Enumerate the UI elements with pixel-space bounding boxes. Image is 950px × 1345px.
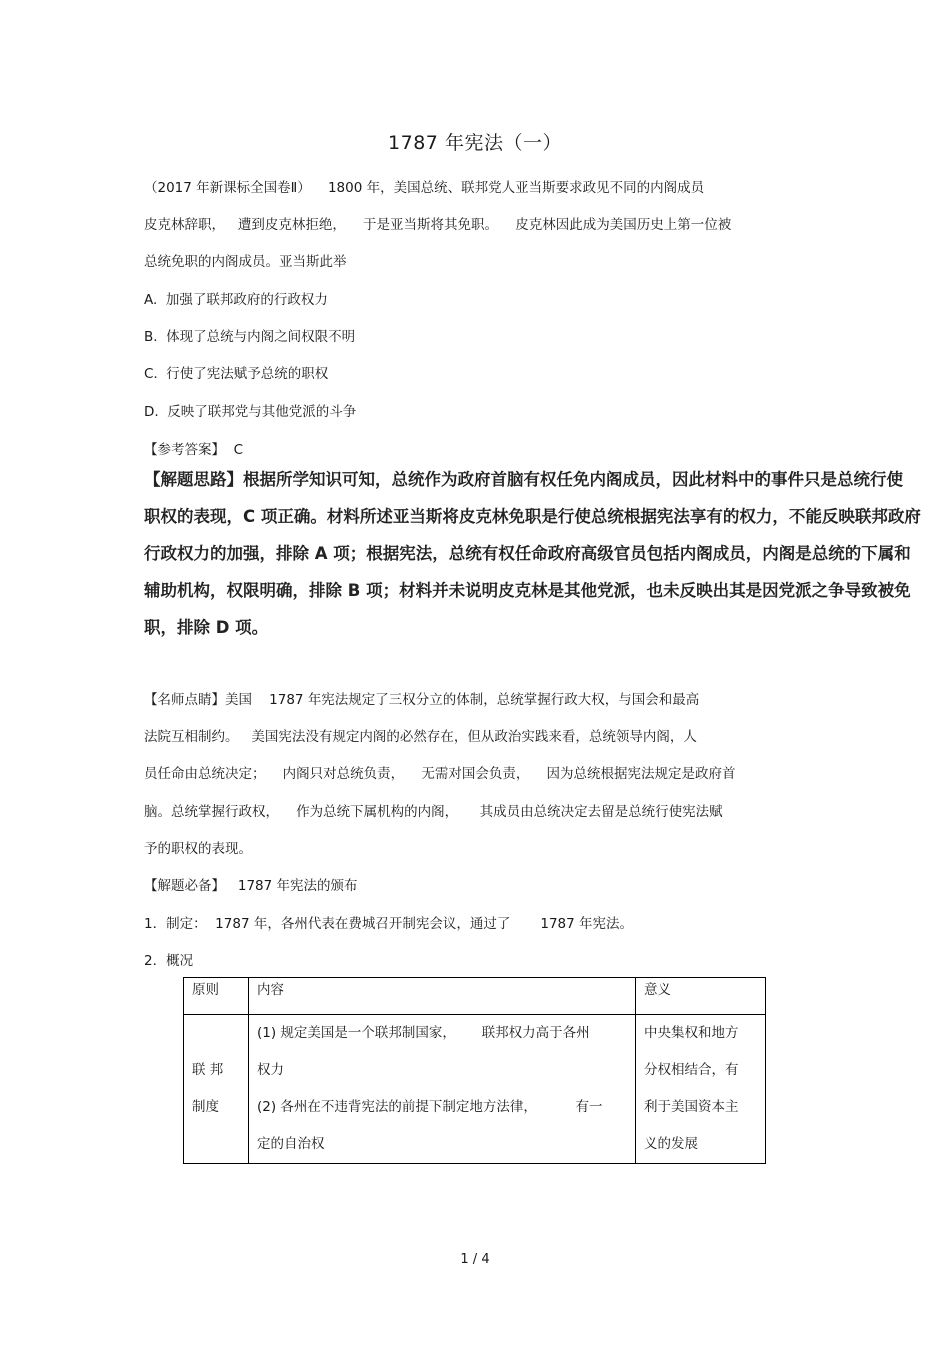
option-d: D. 反映了联邦党与其他党派的斗争 [144, 404, 357, 420]
question-line: （2017 年新课标全国卷Ⅱ） 1800 年，美国总统、联邦党人亚当斯要求政见不同的内阁成员 [144, 180, 705, 196]
analysis-block [144, 461, 929, 646]
meaning-line: 义的发展 [644, 1136, 698, 1152]
essentials-item-2: 2．概况 [144, 953, 194, 969]
header-meaning: 意义 [636, 978, 766, 1015]
tips-line: 予的职权的表现。 [144, 841, 252, 857]
principle-line: 制度 [192, 1099, 219, 1115]
page-number: 1 / 4 [460, 1252, 490, 1267]
cell-content [249, 1015, 636, 1164]
cell-principle [184, 1015, 249, 1164]
tips-line: 【名师点睛】美国 1787 年宪法规定了三权分立的体制，总统掌握行政大权，与国会和最高 [144, 692, 700, 708]
meaning-line: 分权相结合，有 [644, 1062, 739, 1078]
question-line: 皮克林辞职， 遭到皮克林拒绝， 于是亚当斯将其免职。 皮克林因此成为美国历史上第一位被 [144, 217, 732, 233]
analysis-line: 【解题思路】根据所学知识可知，总统作为政府首脑有权任免内阁成员，因此材料中的事件只是总统行使 [144, 470, 903, 489]
cell-meaning [636, 1015, 766, 1164]
option-c: C. 行使了宪法赋予总统的职权 [144, 366, 329, 382]
tips-line: 法院互相制约。 美国宪法没有规定内阁的必然存在，但从政治实践来看，总统领导内阁，人 [144, 729, 697, 745]
content-line: (2) 各州在不违背宪法的前提下制定地方法律， 有一 [257, 1099, 603, 1115]
option-b: B. 体现了总统与内阁之间权限不明 [144, 329, 356, 345]
page-title: 1787 年宪法（一） [388, 132, 562, 154]
principle-line: 联 邦 [192, 1062, 224, 1078]
content-line: (1) 规定美国是一个联邦制国家， 联邦权力高于各州 [257, 1025, 590, 1041]
tips-line: 员任命由总统决定； 内阁只对总统负责， 无需对国会负责， 因为总统根据宪法规定是政府首 [144, 766, 736, 782]
reference-answer: 【参考答案】 C [144, 442, 244, 458]
overview-table [183, 977, 766, 1164]
analysis-line: 职，排除 D 项。 [144, 618, 269, 637]
header-content: 内容 [249, 978, 636, 1015]
analysis-line: 行政权力的加强，排除 A 项；根据宪法，总统有权任命政府高级官员包括内阁成员，内阁是总统的下属和 [144, 544, 911, 563]
question-line: 总统免职的内阁成员。亚当斯此举 [144, 254, 347, 270]
table-row [184, 1015, 766, 1164]
analysis-line: 职权的表现，C 项正确。材料所述亚当斯将皮克林免职是行使总统根据宪法享有的权力，不能反映联邦政府 [144, 507, 921, 526]
meaning-line: 利于美国资本主 [644, 1099, 739, 1115]
meaning-line: 中央集权和地方 [644, 1025, 739, 1041]
header-principle: 原则 [184, 978, 249, 1015]
table-header-row [184, 978, 766, 1015]
essentials-heading: 【解题必备】 1787 年宪法的颁布 [144, 878, 358, 894]
content-line: 权力 [257, 1062, 284, 1078]
tips-line: 脑。总统掌握行政权， 作为总统下属机构的内阁， 其成员由总统决定去留是总统行使宪法赋 [144, 804, 723, 820]
option-a: A. 加强了联邦政府的行政权力 [144, 292, 328, 308]
content-line: 定的自治权 [257, 1136, 325, 1152]
essentials-item-1: 1．制定： 1787 年，各州代表在费城召开制宪会议，通过了 1787 年宪法。 [144, 916, 634, 932]
analysis-line: 辅助机构，权限明确，排除 B 项；材料并未说明皮克林是其他党派，也未反映出其是因党派之争导致被免 [144, 581, 911, 600]
